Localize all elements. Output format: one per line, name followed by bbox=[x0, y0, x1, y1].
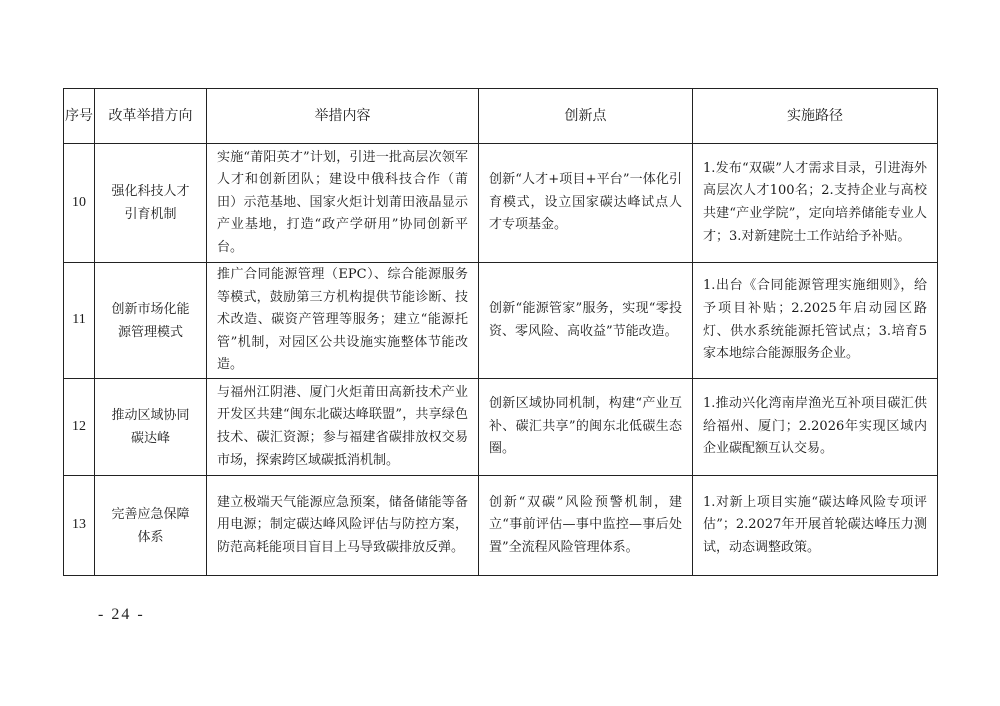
cell-innovation: 创新“能源管家”服务，实现“零投资、零风险、高收益”节能改造。 bbox=[479, 263, 693, 379]
header-direction: 改革举措方向 bbox=[95, 89, 207, 144]
cell-content: 建立极端天气能源应急预案，储备储能等备用电源；制定碳达峰风险评估与防控方案，防范高耗能项目盲目上马导致碳排放反弹。 bbox=[207, 476, 479, 576]
cell-innovation: 创新“人才+项目+平台”一体化引育模式，设立国家碳达峰试点人才专项基金。 bbox=[479, 144, 693, 263]
cell-path: 1.推动兴化湾南岸渔光互补项目碳汇供给福州、厦门；2.2026年实现区域内企业碳配额互认交易。 bbox=[693, 379, 938, 476]
cell-path: 1.发布“双碳”人才需求目录，引进海外高层次人才100名；2.支持企业与高校共建“产业学院”，定向培养储能专业人才；3.对新建院士工作站给予补贴。 bbox=[693, 144, 938, 263]
table-row bbox=[64, 144, 938, 263]
table-row bbox=[64, 263, 938, 379]
cell-seq: 13 bbox=[64, 476, 95, 576]
page-number: - 24 - bbox=[98, 606, 145, 623]
cell-content: 与福州江阴港、厦门火炬莆田高新技术产业开发区共建“闽东北碳达峰联盟”，共享绿色技术、碳汇资源；参与福建省碳排放权交易市场，探索跨区域碳抵消机制。 bbox=[207, 379, 479, 476]
cell-innovation: 创新区域协同机制，构建“产业互补、碳汇共享”的闽东北低碳生态圈。 bbox=[479, 379, 693, 476]
cell-direction: 强化科技人才引育机制 bbox=[95, 144, 207, 263]
cell-path: 1.出台《合同能源管理实施细则》，给予项目补贴；2.2025年启动园区路灯、供水系统能源托管试点；3.培育5家本地综合能源服务企业。 bbox=[693, 263, 938, 379]
header-seq: 序号 bbox=[64, 89, 95, 144]
cell-seq: 11 bbox=[64, 263, 95, 379]
policy-table bbox=[63, 88, 938, 576]
header-innovation: 创新点 bbox=[479, 89, 693, 144]
table-header-row bbox=[64, 89, 938, 144]
table-row bbox=[64, 476, 938, 576]
cell-innovation: 创新“双碳”风险预警机制，建立“事前评估—事中监控—事后处置”全流程风险管理体系。 bbox=[479, 476, 693, 576]
cell-direction: 创新市场化能源管理模式 bbox=[95, 263, 207, 379]
cell-seq: 12 bbox=[64, 379, 95, 476]
cell-content: 推广合同能源管理（EPC）、综合能源服务等模式，鼓励第三方机构提供节能诊断、技术改造、碳资产管理等服务；建立“能源托管”机制，对园区公共设施实施整体节能改造。 bbox=[207, 263, 479, 379]
header-path: 实施路径 bbox=[693, 89, 938, 144]
cell-path: 1.对新上项目实施“碳达峰风险专项评估”；2.2027年开展首轮碳达峰压力测试，动态调整政策。 bbox=[693, 476, 938, 576]
cell-direction: 推动区域协同碳达峰 bbox=[95, 379, 207, 476]
cell-content: 实施“莆阳英才”计划，引进一批高层次领军人才和创新团队；建设中俄科技合作（莆田）示范基地、国家火炬计划莆田液晶显示产业基地，打造“政产学研用”协同创新平台。 bbox=[207, 144, 479, 263]
cell-seq: 10 bbox=[64, 144, 95, 263]
table-row bbox=[64, 379, 938, 476]
policy-table-container bbox=[63, 88, 937, 576]
header-content: 举措内容 bbox=[207, 89, 479, 144]
cell-direction: 完善应急保障体系 bbox=[95, 476, 207, 576]
